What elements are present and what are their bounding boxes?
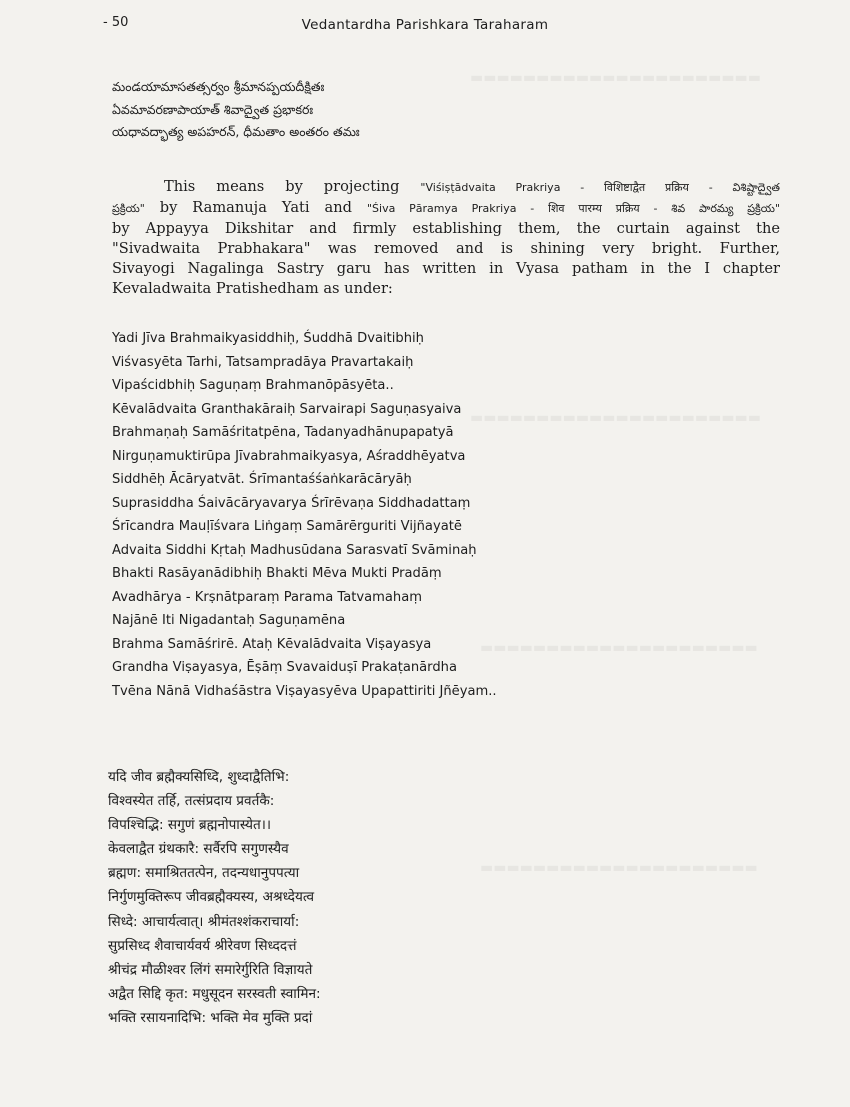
devanagari-line: विश्वस्येत तर्हि, तत्संप्रदाय प्रवर्तकै: [108,793,275,810]
telugu-verse-line: ఏవమావరణాపాయాత్ శివాద్వైత ప్రభాకరః [112,101,314,117]
devanagari-line: विपश्चिद्भि: सगुणं ब्रह्मनोपास्येत।। [108,817,272,834]
transliteration-line: Nirguṇamuktirūpa Jīvabrahmaikyasya, Aśraddhēyatva [112,448,466,464]
transliteration-line: Najānē Iti Nigadantaḥ Saguṇamēna [112,613,346,628]
paragraph-line [112,198,780,219]
transliteration-line: Grandha Viṣayasya, Ēṣāṃ Svavaiduṣī Prakaṭanārdha [112,660,457,675]
paragraph-line [112,239,780,259]
devanagari-line: सिध्दे: आचार्यत्वात्। श्रीमंतश्शंकराचार्या: [108,913,300,930]
body-paragraph [112,177,780,300]
telugu-verse-line: యధావద్భాత్య అపహరన్, ధీమతాం అంతరం తమః [112,124,360,139]
paragraph-line [112,279,780,299]
paragraph-line [112,219,780,239]
transliteration-line: Advaita Siddhi Kṛtaḥ Madhusūdana Sarasvatī Svāminaḥ [112,542,477,558]
inline-term: ప్రక్రియ" [112,202,145,216]
transliteration-verse [112,327,752,703]
paragraph-text: Sivayogi Nagalinga Sastry garu has written in Vyasa patham in the I chapter [112,260,780,278]
transliteration-line: Bhakti Rasāyanādibhiḥ Bhakti Mēva Mukti Pradāṃ [112,566,442,581]
telugu-verse [112,76,752,144]
devanagari-line: ब्रह्मण: समाश्रिततत्पेन, तदन्यधानुपपत्या [108,865,300,882]
devanagari-line: निर्गुणमुक्तिरूप जीवब्रह्मैक्यस्य, अश्रध्देयत्व [108,889,315,906]
bleed-through: ▬▬▬▬▬▬▬▬▬▬▬▬▬▬▬▬▬▬▬▬▬ [480,860,758,876]
devanagari-verse [108,765,748,1030]
devanagari-line: यदि जीव ब्रह्मैक्यसिध्दि, शुध्दाद्वैतिभि: [108,769,290,785]
devanagari-line: भक्ति रसायनादिभि: भक्ति मेव मुक्ति प्रदां [108,1009,313,1026]
transliteration-line: Suprasiddha Śaivācāryavarya Śrīrēvaṇa Siddhadattaṃ [112,495,471,511]
paragraph-line [112,177,780,198]
transliteration-line: Tvēna Nānā Vidhaśāstra Viṣayasyēva Upapattiriti Jñēyam.. [112,683,497,699]
transliteration-line: Avadhārya - Krṣnātparaṃ Parama Tatvamahaṃ [112,589,423,605]
transliteration-line: Śrīcandra Mauḷīśvara Liṅgaṃ Samārērguriti Vijñayatē [112,519,462,534]
transliteration-line: Brahma Samāśrirē. Ataḥ Kēvalādvaita Viṣayasya [112,636,432,652]
devanagari-line: सुप्रसिध्द शैवाचार्यवर्य श्रीरेवण सिध्ददत्तं [108,937,297,954]
devanagari-line: श्रीचंद्र मौळीश्वर लिंगं समारेर्गुरिति विज्ञायते [108,961,313,978]
page-number: - 50 [103,15,129,30]
bleed-through: ▬▬▬▬▬▬▬▬▬▬▬▬▬▬▬▬▬▬▬▬▬ [480,640,758,656]
transliteration-line: Yadi Jīva Brahmaikyasiddhiḥ, Śuddhā Dvaitibhiḥ [112,331,424,346]
transliteration-line: Kēvalādvaita Granthakāraiḥ Sarvairapi Saguṇasyaiva [112,401,462,417]
running-title: Vedantardha Parishkara Taraharam [301,17,549,33]
transliteration-line: Vipaścidbhiḥ Saguṇaṃ Brahmanōpāsyēta.. [112,378,394,393]
paragraph-text: by Ramanuja Yati and [144,199,367,217]
inline-term: "Viśiṣṭādvaita Prakriya - विशिष्टाद्वैत प्रक्रिय - విశిష్టాద్వైత [420,181,780,194]
bleed-through: ▬▬▬▬▬▬▬▬▬▬▬▬▬▬▬▬▬▬▬▬▬▬ [470,410,762,426]
paragraph-text: Kevaladwaita Pratishedham as under: [112,280,393,298]
devanagari-line: अद्वैत सिद्दि कृत: मधुसूदन सरस्वती स्वामिन: [108,985,321,1002]
paragraph-text: "Sivadwaita Prabhakara" was removed and is shining very bright. Further, [112,240,780,258]
transliteration-line: Brahmaṇaḥ Samāśritatpēna, Tadanyadhānupapatyā [112,425,454,440]
transliteration-line: Viśvasyēta Tarhi, Tatsampradāya Pravartakaiḥ [112,354,414,370]
devanagari-line: केवलाद्वैत ग्रंथकारै: सर्वैरपि सगुणस्यैव [108,841,289,858]
bleed-through: ▬▬▬▬▬▬▬▬▬▬▬▬▬▬▬▬▬▬▬▬▬▬ [470,70,762,86]
paragraph-text: This means by projecting [164,178,421,195]
transliteration-line: Siddhēḥ Ācāryatvāt. Śrīmantaśśaṅkarācāryāḥ [112,472,412,487]
paragraph-text: by Appayya Dikshitar and firmly establishing them, the curtain against the [112,220,780,238]
telugu-verse-line: మండయామాసతత్సర్వం శ్రీమానప్పయదీక్షితః [112,79,325,94]
paragraph-line [112,259,780,279]
inline-term: "Śiva Pāramya Prakriya - शिव पारम्य प्रक्रिय - శివ పారమ్య ప్రక్రియ" [366,202,780,216]
